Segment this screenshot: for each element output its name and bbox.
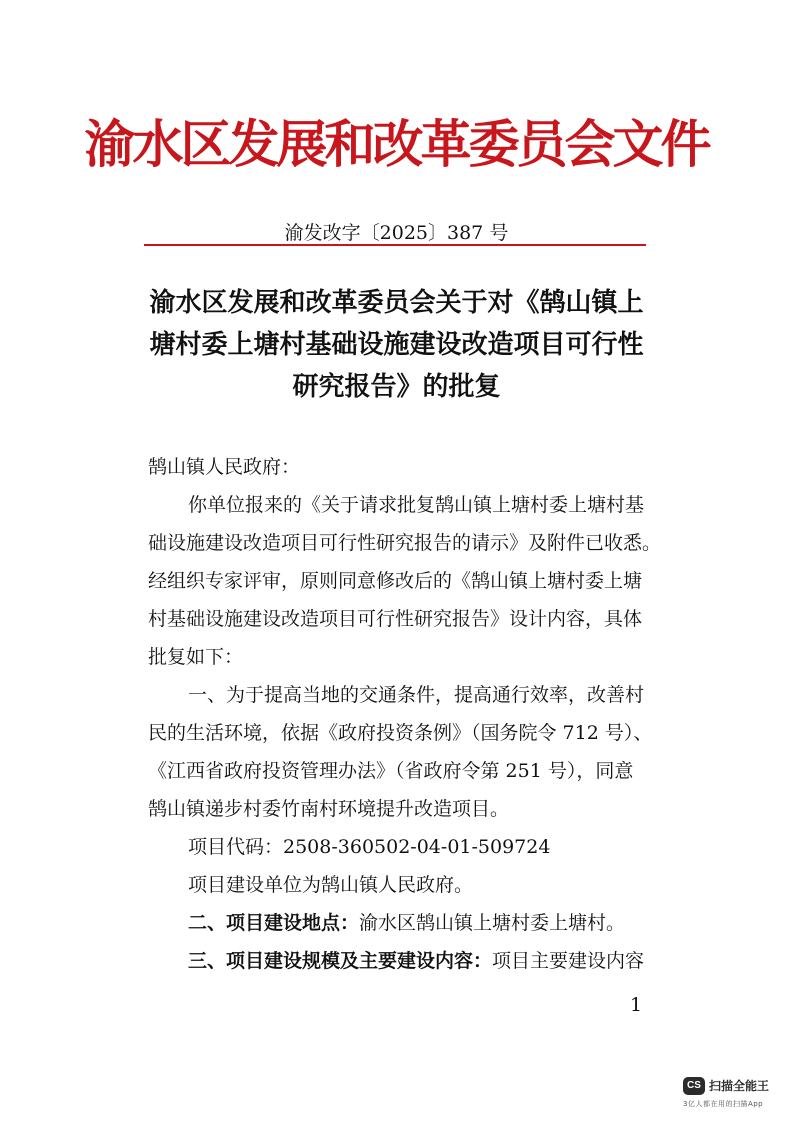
paragraph-line: 一、为于提高当地的交通条件，提高通行效率，改善村 xyxy=(188,684,645,706)
watermark-tagline: 3亿人都在用的扫描App xyxy=(683,1100,764,1108)
paragraph-line: 经组织专家评审，原则同意修改后的《鹄山镇上塘村委上塘 xyxy=(148,570,643,592)
project-owner: 项目建设单位为鹄山镇人民政府。 xyxy=(188,874,474,896)
paragraph-line: 民的生活环境，依据《政府投资条例》（国务院令 712 号）、 xyxy=(148,722,653,744)
title-line: 渝水区发展和改革委员会关于对《鹄山镇上 xyxy=(149,288,644,318)
camscanner-logo-icon: CS xyxy=(683,1077,705,1095)
paragraph-line: 鹄山镇递步村委竹南村环境提升改造项目。 xyxy=(148,798,510,820)
document-body xyxy=(148,448,662,980)
document-title xyxy=(120,282,673,408)
paragraph-line: 批复如下： xyxy=(148,646,244,668)
paragraph-line: 村基础设施建设改造项目可行性研究报告》设计内容，具体 xyxy=(148,608,643,630)
section-location-text: 渝水区鹄山镇上塘村委上塘村。 xyxy=(359,912,626,934)
section-location xyxy=(148,904,648,942)
document-number: 渝发改字〔2025〕387 号 xyxy=(284,222,509,244)
paragraph-line: 《江西省政府投资管理办法》（省政府令第 251 号），同意 xyxy=(148,760,634,782)
salutation: 鹄山镇人民政府： xyxy=(148,456,301,478)
masthead-title: 渝水区发展和改革委员会文件 xyxy=(84,115,709,175)
scanner-watermark xyxy=(683,1075,793,1115)
watermark-app-name: 扫描全能王 xyxy=(709,1079,770,1093)
title-line: 塘村委上塘村基础设施建设改造项目可行性 xyxy=(149,330,644,360)
red-divider-rule xyxy=(144,244,646,246)
paragraph-line: 础设施建设改造项目可行性研究报告的请示》及附件已收悉。 xyxy=(148,532,662,554)
project-code: 项目代码：2508-360502-04-01-509724 xyxy=(188,836,551,858)
paragraph-line: 你单位报来的《关于请求批复鹄山镇上塘村委上塘村基 xyxy=(188,494,645,516)
section-location-heading: 二、项目建设地点： xyxy=(188,912,360,934)
section-scope-text: 项目主要建设内容 xyxy=(492,950,645,972)
page-number: 1 xyxy=(630,994,643,1016)
section-scope xyxy=(148,942,648,980)
section-scope-heading: 三、项目建设规模及主要建设内容： xyxy=(188,950,493,972)
title-line: 研究报告》的批复 xyxy=(292,372,501,402)
